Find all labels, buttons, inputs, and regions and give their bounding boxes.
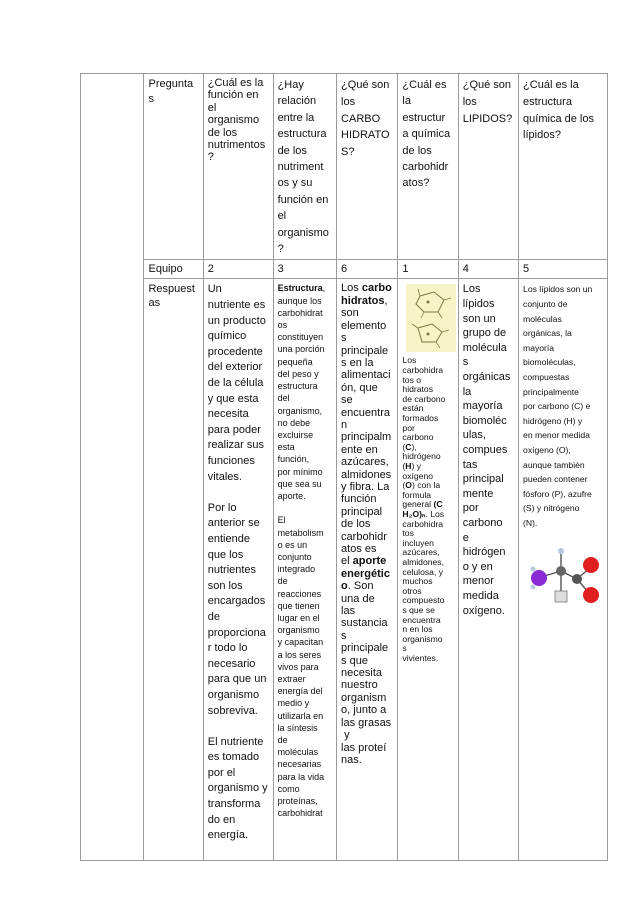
equipo-value-1: 2 bbox=[203, 260, 273, 279]
question-5-cell: ¿Qué son los LIPIDOS? bbox=[458, 74, 518, 260]
answer-4-bold-c: C bbox=[405, 441, 412, 452]
answer-4-cell bbox=[398, 279, 458, 861]
answer-4-bold-formula: (C H₂O)ₙ bbox=[402, 499, 443, 519]
answer-2-text: , aunque los carbohidrat os constituyen una porción pequeña del peso y estructura del organismo, no debe excluirse esta función, por mínimo que sea su aporte. El metabolism o es un conjunto integrado de reacciones que tienen lugar en el organismo y capacitan a los seres vivos para extraer energía del medio y utilizarla en la síntesis de moléculas necesarias para la vida como proteínas, carbohidrat bbox=[277, 283, 326, 819]
question-2-cell: ¿Hay relación entre la estructura de los nutriment os y su función en el organismo ? bbox=[273, 74, 336, 260]
answer-3-text-e: . Son una de las sustancia s principale s que necesita nuestro organism o, junto a las grasas y las proteí nas. bbox=[341, 580, 392, 766]
answer-4-bold-h: H bbox=[405, 461, 412, 471]
answer-3-cell bbox=[337, 279, 398, 861]
question-3-cell: ¿Qué son los CARBO HIDRATO S? bbox=[337, 74, 398, 260]
row-label-equipo: Equipo bbox=[144, 260, 203, 279]
answer-5-cell: Los lípidos son un grupo de molécula s orgánicas la mayoría biomoléc ulas, compues tas principal mente por carbono e hidrógen o y en menor medida oxígeno. bbox=[458, 279, 518, 861]
answer-1-cell: Un nutriente es un producto químico procedente del exterior de la célula y que esta necesita para poder realizar sus funciones vitales. Por lo anterior se entiende que los nutrientes son los encargados de proporciona r todo lo necesario para que un organismo sobreviva. El nutriente es tomado por el organismo y transforma do en energía. bbox=[203, 279, 273, 861]
equipo-value-2: 3 bbox=[273, 260, 336, 279]
answer-4-text-b: ), hidrógeno ( bbox=[402, 441, 441, 471]
glucose-structure-image bbox=[406, 284, 456, 352]
answer-4-bold-o: O bbox=[405, 480, 412, 491]
answer-4-text-g: . Los carbohidra tos incluyen azúcares, almidones, celulosa, y muchos otros compuesto s que se encuentra n en los organismo s vivientes. bbox=[402, 508, 445, 663]
question-1-cell: ¿Cuál es la función en el organismo de los nutrimentos ? bbox=[203, 74, 273, 260]
answer-6-cell: Los lípidos son un conjunto de moléculas orgánicas, la mayoría biomoléculas, compuestas principalmente por carbono (C) e hidrógeno (H) y en menor medida oxígeno (O), aunque también pueden contener fósforo (P), azufre (S) y nitrógeno (N). bbox=[519, 279, 608, 861]
answer-4-text-e: ) con la formula general bbox=[402, 480, 441, 510]
respuestas-row bbox=[81, 279, 608, 861]
equipo-value-6: 5 bbox=[519, 260, 608, 279]
answer-2-bold: Estructura bbox=[277, 283, 323, 294]
answer-3-bold-aporte: aporte energétic o bbox=[341, 555, 390, 593]
equipo-row bbox=[81, 260, 608, 279]
lipid-structure-image bbox=[527, 541, 601, 611]
question-4-cell: ¿Cuál es la estructur a química de los carbohidr atos? bbox=[398, 74, 458, 260]
row-label-respuestas: Respuest as bbox=[144, 279, 203, 861]
equipo-value-3: 6 bbox=[337, 260, 398, 279]
answer-2-cell bbox=[273, 279, 336, 861]
header-row bbox=[81, 74, 608, 260]
answer-3-text-c: , son elemento s principale s en la alimentaci ón, que se encuentra n principalm ente en azúcares, almidones y fibra. La función principal de los carbohidr atos es el bbox=[341, 294, 392, 568]
equipo-value-4: 1 bbox=[398, 260, 458, 279]
answer-4-text-a: Los carbohidra tos o hidratos de carbono están formados por carbono ( bbox=[402, 355, 446, 452]
question-6-cell: ¿Cuál es la estructura química de los lípidos? bbox=[519, 74, 608, 260]
comparison-table bbox=[80, 73, 608, 861]
left-gutter-cell bbox=[81, 74, 144, 861]
answer-3-bold-carbohidratos: carbo hidratos bbox=[341, 282, 392, 307]
row-label-preguntas: Pregunta s bbox=[144, 74, 203, 260]
answer-4-text-d: ) y oxígeno ( bbox=[402, 461, 434, 491]
equipo-value-5: 4 bbox=[458, 260, 518, 279]
answer-3-text-a: Los bbox=[341, 282, 362, 295]
